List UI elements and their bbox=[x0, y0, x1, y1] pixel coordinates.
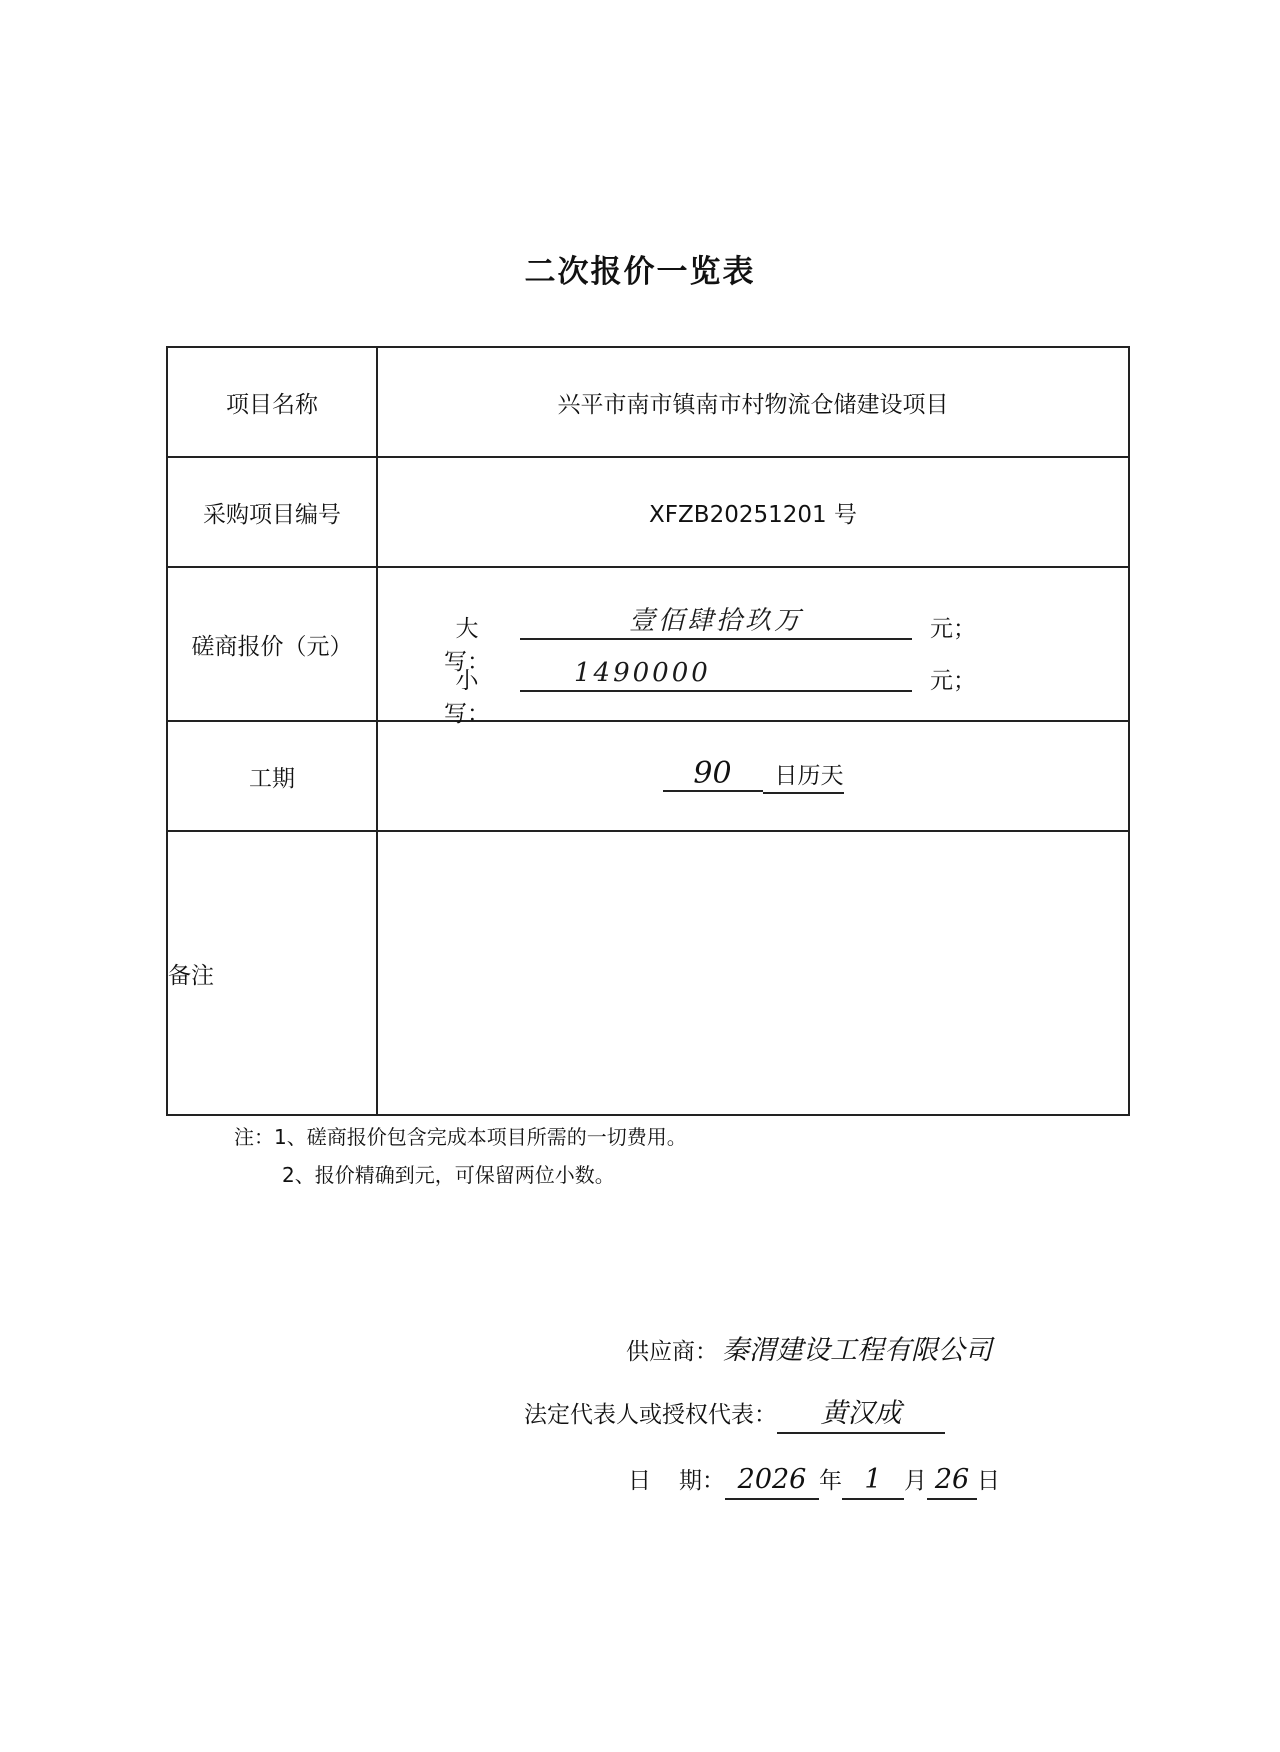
month-unit: 月 bbox=[904, 1468, 927, 1494]
procurement-no-label: 采购项目编号 bbox=[167, 457, 377, 567]
supplier-label: 供应商： bbox=[626, 1339, 718, 1365]
date-label-1: 日 bbox=[628, 1468, 651, 1494]
remarks-label: 备注 bbox=[167, 831, 377, 1115]
price-upper-unit: 元； bbox=[930, 616, 976, 642]
representative-label: 法定代表人或授权代表： bbox=[524, 1402, 777, 1428]
period-unit: 日历天 bbox=[763, 760, 844, 794]
procurement-no-value: XFZB20251201 号 bbox=[377, 457, 1129, 567]
table-row-period bbox=[167, 721, 1129, 831]
price-lower-unit: 元； bbox=[930, 668, 976, 694]
supplier-line bbox=[626, 1333, 1090, 1369]
period-field-group bbox=[663, 758, 844, 794]
price-lower-field[interactable]: 1490000 bbox=[520, 656, 912, 692]
document-title: 二次报价一览表 bbox=[524, 254, 756, 290]
table-row-remarks bbox=[167, 831, 1129, 1115]
price-lower-caption: 小写： bbox=[444, 668, 490, 727]
day-unit: 日 bbox=[977, 1468, 1000, 1494]
table-row-procurement-no bbox=[167, 457, 1129, 567]
period-cell bbox=[377, 721, 1129, 831]
price-upper-field[interactable]: 壹佰肆拾玖万 bbox=[520, 604, 912, 640]
supplier-signature[interactable]: 秦渭建设工程有限公司 bbox=[722, 1335, 992, 1366]
project-name-value: 兴平市南市镇南市村物流仓储建设项目 bbox=[377, 347, 1129, 457]
project-name-label: 项目名称 bbox=[167, 347, 377, 457]
price-upper-caption: 大写： bbox=[444, 616, 490, 675]
remarks-field[interactable] bbox=[377, 831, 1129, 1115]
date-line bbox=[628, 1462, 1000, 1500]
price-cell bbox=[377, 567, 1129, 727]
notes-block bbox=[234, 1118, 687, 1194]
representative-line bbox=[524, 1396, 945, 1434]
year-field[interactable]: 2026 bbox=[725, 1462, 819, 1500]
period-field[interactable]: 90 bbox=[663, 758, 763, 792]
day-field[interactable]: 26 bbox=[927, 1462, 977, 1500]
price-label: 磋商报价（元） bbox=[167, 567, 377, 721]
table-row-price bbox=[167, 567, 1129, 721]
representative-signature[interactable]: 黄汉成 bbox=[777, 1396, 945, 1434]
year-unit: 年 bbox=[819, 1468, 842, 1494]
note-line-1: 注：1、磋商报价包含完成本项目所需的一切费用。 bbox=[234, 1125, 687, 1149]
table-row-project-name bbox=[167, 347, 1129, 457]
quotation-table bbox=[166, 346, 1130, 1116]
month-field[interactable]: 1 bbox=[842, 1462, 904, 1500]
period-label: 工期 bbox=[167, 721, 377, 831]
note-line-2: 2、报价精确到元，可保留两位小数。 bbox=[282, 1163, 615, 1187]
date-label-2: 期： bbox=[679, 1468, 725, 1494]
